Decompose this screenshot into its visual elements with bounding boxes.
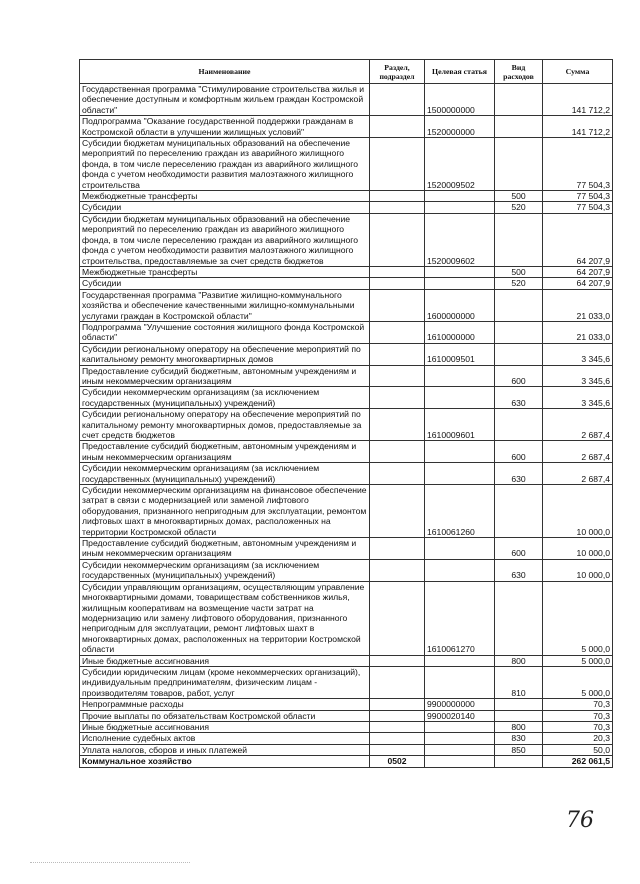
cell-expense-type: 630 <box>495 387 543 409</box>
cell-name: Предоставление субсидий бюджетным, автономным учреждениям и иным некоммерческим организациям <box>80 538 370 560</box>
table-row <box>80 191 613 202</box>
table-row <box>80 538 613 560</box>
cell-name: Субсидии бюджетам муниципальных образований на обеспечение мероприятий по переселению граждан из аварийного жилищного фонда, в том числе переселению граждан из аварийного жилищного фонда с учетом необходимости развития малоэтажного жилищного строительства <box>80 138 370 191</box>
table-row <box>80 733 613 744</box>
cell-target <box>425 202 495 213</box>
cell-name: Непрограммные расходы <box>80 699 370 710</box>
table-row <box>80 387 613 409</box>
cell-sum: 2 687,4 <box>543 409 613 441</box>
cell-expense-type: 810 <box>495 666 543 698</box>
cell-target: 1520009602 <box>425 213 495 266</box>
cell-expense-type <box>495 116 543 138</box>
table-row <box>80 655 613 666</box>
total-row <box>80 756 613 767</box>
cell-sum: 21 033,0 <box>543 321 613 343</box>
cell-sum: 70,3 <box>543 721 613 732</box>
cell-sum: 64 207,9 <box>543 213 613 266</box>
cell-name: Прочие выплаты по обязательствам Костромской области <box>80 710 370 721</box>
cell-section <box>370 441 425 463</box>
cell-target: 1500000000 <box>425 84 495 116</box>
cell-name: Иные бюджетные ассигнования <box>80 655 370 666</box>
cell-target <box>425 441 495 463</box>
cell-sum: 20,3 <box>543 733 613 744</box>
table-row <box>80 463 613 485</box>
cell-expense-type <box>495 409 543 441</box>
table-row <box>80 278 613 289</box>
cell-sum: 50,0 <box>543 744 613 755</box>
cell-target: 1610061270 <box>425 581 495 655</box>
cell-section <box>370 581 425 655</box>
total-cell-target <box>425 756 495 767</box>
cell-name: Субсидии региональному оператору на обеспечение мероприятий по капитальному ремонту многоквартирных домов <box>80 343 370 365</box>
cell-expense-type: 850 <box>495 744 543 755</box>
cell-expense-type: 600 <box>495 538 543 560</box>
table-header-row <box>80 60 613 84</box>
cell-section <box>370 387 425 409</box>
cell-section <box>370 289 425 321</box>
cell-expense-type: 630 <box>495 559 543 581</box>
cell-section <box>370 559 425 581</box>
cell-sum: 77 504,3 <box>543 138 613 191</box>
cell-sum: 5 000,0 <box>543 581 613 655</box>
cell-target <box>425 559 495 581</box>
cell-target: 1600000000 <box>425 289 495 321</box>
cell-section <box>370 733 425 744</box>
cell-name: Государственная программа "Развитие жилищно-коммунального хозяйства и обеспечение качественными жилищно-коммунальными услугами граждан в Костромской области" <box>80 289 370 321</box>
cell-target <box>425 387 495 409</box>
cell-section <box>370 343 425 365</box>
cell-section <box>370 138 425 191</box>
table-row <box>80 84 613 116</box>
table-row <box>80 710 613 721</box>
cell-name: Субсидии некоммерческим организациям (за исключением государственных (муниципальных) учреждений) <box>80 387 370 409</box>
cell-expense-type: 520 <box>495 278 543 289</box>
cell-section <box>370 84 425 116</box>
cell-name: Уплата налогов, сборов и иных платежей <box>80 744 370 755</box>
cell-section <box>370 538 425 560</box>
cell-sum: 64 207,9 <box>543 278 613 289</box>
cell-target <box>425 733 495 744</box>
cell-name: Субсидии юридическим лицам (кроме некоммерческих организаций), индивидуальным предпринимателям, физическим лицам - производителям товаров, работ, услуг <box>80 666 370 698</box>
cell-section <box>370 655 425 666</box>
table-row <box>80 581 613 655</box>
budget-table <box>79 59 613 768</box>
cell-sum: 2 687,4 <box>543 463 613 485</box>
cell-target <box>425 266 495 277</box>
cell-section <box>370 721 425 732</box>
cell-target: 1610061260 <box>425 485 495 538</box>
cell-expense-type: 600 <box>495 441 543 463</box>
table-row <box>80 289 613 321</box>
cell-sum: 3 345,6 <box>543 343 613 365</box>
total-cell-section: 0502 <box>370 756 425 767</box>
header-section: Раздел, подраздел <box>370 60 425 84</box>
cell-sum: 2 687,4 <box>543 441 613 463</box>
table-row <box>80 441 613 463</box>
cell-name: Субсидии бюджетам муниципальных образований на обеспечение мероприятий по переселению граждан из аварийного жилищного фонда, в том числе переселению граждан из аварийного жилищного фонда с учетом необходимости развития малоэтажного жилищного строительства, предоставляемые за счет средств бюджетов <box>80 213 370 266</box>
total-cell-expense-type <box>495 756 543 767</box>
cell-expense-type: 800 <box>495 721 543 732</box>
table-row <box>80 202 613 213</box>
cell-target <box>425 538 495 560</box>
cell-name: Межбюджетные трансферты <box>80 191 370 202</box>
cell-section <box>370 666 425 698</box>
total-cell-name: Коммунальное хозяйство <box>80 756 370 767</box>
cell-sum: 141 712,2 <box>543 116 613 138</box>
table-row <box>80 744 613 755</box>
cell-section <box>370 321 425 343</box>
table-row <box>80 266 613 277</box>
cell-expense-type <box>495 213 543 266</box>
cell-expense-type <box>495 84 543 116</box>
cell-name: Иные бюджетные ассигнования <box>80 721 370 732</box>
cell-target <box>425 721 495 732</box>
cell-name: Субсидии <box>80 278 370 289</box>
cell-target: 9900000000 <box>425 699 495 710</box>
cell-expense-type <box>495 485 543 538</box>
cell-target <box>425 278 495 289</box>
cell-expense-type <box>495 138 543 191</box>
cell-target: 1610000000 <box>425 321 495 343</box>
table-body <box>80 84 613 768</box>
cell-target <box>425 655 495 666</box>
table-row <box>80 699 613 710</box>
table-row <box>80 485 613 538</box>
cell-target: 1610009501 <box>425 343 495 365</box>
cell-expense-type <box>495 289 543 321</box>
cell-expense-type <box>495 581 543 655</box>
cell-sum: 70,3 <box>543 710 613 721</box>
cell-sum: 10 000,0 <box>543 559 613 581</box>
cell-expense-type: 600 <box>495 365 543 387</box>
cell-section <box>370 266 425 277</box>
header-sum: Сумма <box>543 60 613 84</box>
cell-section <box>370 699 425 710</box>
table-row <box>80 213 613 266</box>
cell-expense-type: 830 <box>495 733 543 744</box>
cell-sum: 21 033,0 <box>543 289 613 321</box>
table-row <box>80 559 613 581</box>
cell-target <box>425 463 495 485</box>
cell-target <box>425 666 495 698</box>
cell-sum: 5 000,0 <box>543 655 613 666</box>
table-row <box>80 721 613 732</box>
cell-expense-type <box>495 710 543 721</box>
cell-section <box>370 365 425 387</box>
cell-name: Государственная программа "Стимулирование строительства жилья и обеспечение доступным и комфортным жильем граждан Костромской области" <box>80 84 370 116</box>
cell-name: Субсидии некоммерческим организациям (за исключением государственных (муниципальных) учреждений) <box>80 559 370 581</box>
table-row <box>80 116 613 138</box>
cell-sum: 141 712,2 <box>543 84 613 116</box>
table-row <box>80 365 613 387</box>
cell-section <box>370 278 425 289</box>
cell-section <box>370 202 425 213</box>
table-row <box>80 666 613 698</box>
cell-sum: 77 504,3 <box>543 191 613 202</box>
cell-target <box>425 744 495 755</box>
cell-name: Предоставление субсидий бюджетным, автономным учреждениям и иным некоммерческим организациям <box>80 365 370 387</box>
cell-sum: 3 345,6 <box>543 387 613 409</box>
cell-expense-type: 630 <box>495 463 543 485</box>
table-row <box>80 409 613 441</box>
cell-section <box>370 710 425 721</box>
cell-name: Подпрограмма "Улучшение состояния жилищного фонда Костромской области" <box>80 321 370 343</box>
cell-target: 1520000000 <box>425 116 495 138</box>
table-row <box>80 321 613 343</box>
page-number: 76 <box>566 808 594 833</box>
cell-target: 1610009601 <box>425 409 495 441</box>
cell-target <box>425 365 495 387</box>
cell-target <box>425 191 495 202</box>
table-row <box>80 138 613 191</box>
cell-name: Субсидии <box>80 202 370 213</box>
scan-artifact <box>30 862 190 865</box>
cell-sum: 10 000,0 <box>543 538 613 560</box>
cell-name: Межбюджетные трансферты <box>80 266 370 277</box>
cell-expense-type <box>495 699 543 710</box>
cell-expense-type <box>495 343 543 365</box>
cell-section <box>370 744 425 755</box>
cell-target: 9900020140 <box>425 710 495 721</box>
cell-name: Субсидии региональному оператору на обеспечение мероприятий по капитальному ремонту многоквартирных домов, предоставляемые за счет средств бюджетов <box>80 409 370 441</box>
cell-section <box>370 463 425 485</box>
cell-name: Субсидии некоммерческим организациям (за исключением государственных (муниципальных) учреждений) <box>80 463 370 485</box>
cell-sum: 77 504,3 <box>543 202 613 213</box>
cell-sum: 64 207,9 <box>543 266 613 277</box>
cell-name: Субсидии некоммерческим организациям на финансовое обеспечение затрат в связи с модернизацией или заменой лифтового оборудования, признанного непригодным для эксплуатации, ремонтом лифтовых шахт в многоквартирных домах, расположенных на территории Костромской области <box>80 485 370 538</box>
cell-sum: 70,3 <box>543 699 613 710</box>
cell-name: Исполнение судебных актов <box>80 733 370 744</box>
cell-name: Субсидии управляющим организациям, осуществляющим управление многоквартирными домами, товариществам собственников жилья, жилищным кооперативам на возмещение части затрат на модернизацию или замену лифтового оборудования, признанного непригодным для эксплуатации, ремонт лифтовых шахт в многоквартирных домах, расположенных на территории Костромской области <box>80 581 370 655</box>
cell-section <box>370 409 425 441</box>
header-target: Целевая статья <box>425 60 495 84</box>
cell-expense-type: 500 <box>495 266 543 277</box>
cell-expense-type: 500 <box>495 191 543 202</box>
cell-name: Предоставление субсидий бюджетным, автономным учреждениям и иным некоммерческим организациям <box>80 441 370 463</box>
cell-section <box>370 116 425 138</box>
cell-sum: 5 000,0 <box>543 666 613 698</box>
total-cell-sum: 262 061,5 <box>543 756 613 767</box>
header-expense-type: Вид расходов <box>495 60 543 84</box>
cell-name: Подпрограмма "Оказание государственной поддержки гражданам в Костромской области в улучшении жилищных условий" <box>80 116 370 138</box>
cell-sum: 3 345,6 <box>543 365 613 387</box>
cell-section <box>370 485 425 538</box>
cell-section <box>370 191 425 202</box>
cell-expense-type <box>495 321 543 343</box>
header-name: Наименование <box>80 60 370 84</box>
cell-sum: 10 000,0 <box>543 485 613 538</box>
cell-target: 1520009502 <box>425 138 495 191</box>
cell-expense-type: 800 <box>495 655 543 666</box>
cell-expense-type: 520 <box>495 202 543 213</box>
table-row <box>80 343 613 365</box>
cell-section <box>370 213 425 266</box>
